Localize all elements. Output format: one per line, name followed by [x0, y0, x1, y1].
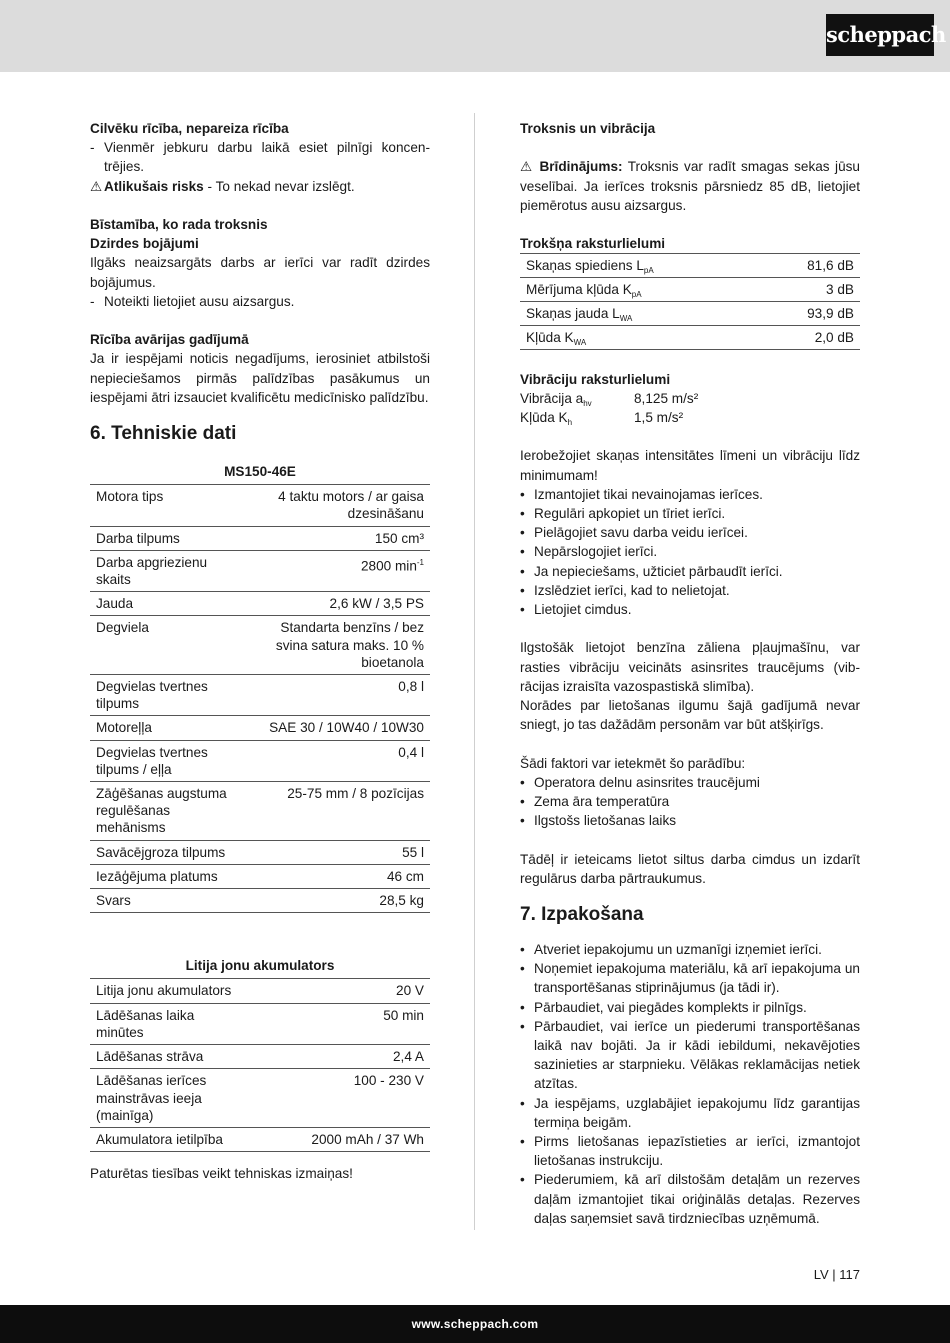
table-row [90, 616, 430, 675]
noise-char-title: Trokšņa raksturlielumi [520, 236, 666, 252]
warning-icon: ⚠ [520, 159, 533, 175]
row-value: 2800 $\min^{-1}$ [360, 557, 424, 574]
table-row [90, 716, 430, 740]
residual-risk: ⚠ Atlikušais risks - To nekad nevar izslēgt. [90, 177, 430, 196]
row-label: Skaņas jauda $L_{WA}$ [526, 306, 633, 324]
bullet-icon: • [520, 1134, 525, 1150]
bullet-icon: • [520, 1018, 525, 1034]
warning-icon: ⚠ [90, 178, 103, 194]
list-item: • Operatora delnu asinsrites traucējumi [520, 773, 860, 792]
list-item: • Zema āra temperatūra [520, 792, 860, 811]
section-6-title: 6. Tehniskie dati [90, 423, 237, 445]
row-label: Savācējgroza tilpums [96, 844, 226, 860]
row-label: Iezāģējuma platums [96, 868, 218, 884]
list-item: • Ja nepieciešams, užticiet pārbaudīt ierīci. [520, 562, 860, 581]
row-label: Kļūda $K_{WA}$ [526, 330, 587, 348]
bullet-icon: • [520, 942, 525, 957]
list-item: • Regulāri apkopiet un tīriet ierīci. [520, 504, 860, 523]
list-item: • Lietojiet cimdus. [520, 600, 860, 619]
right-column [520, 119, 860, 1228]
row-label: Motoreļļa [96, 720, 152, 736]
bullet-icon: • [520, 544, 525, 560]
row-value: 2,6 kW / 3,5 PS [329, 596, 424, 612]
noise-hazard-subtitle: Dzirdes bojājumi [90, 236, 199, 252]
battery-table [90, 953, 430, 1152]
page-number: LV | 117 [813, 1267, 860, 1282]
tech-data-table [90, 459, 430, 913]
list-item: • Izslēdziet ierīci, kad to nelietojat. [520, 581, 860, 600]
row-label: Mērījuma kļūda $K_{pA}$ [526, 282, 642, 300]
row-label: Darba tilpums [96, 530, 180, 546]
bullet-icon: • [520, 1095, 525, 1111]
row-value: SAE 30 / 10W40 / 10W30 [269, 720, 424, 736]
list-item: • Pārbaudiet, vai piegādes komplekts ir pilnīgs. [520, 998, 860, 1017]
row-label: Litija jonu akumulators [96, 983, 232, 999]
noise-hazard-title: Bīstamība, ko rada troksnis [90, 217, 268, 232]
table-row [90, 1003, 430, 1044]
table-row [520, 326, 860, 350]
header-bar [0, 0, 950, 72]
bullet-icon: • [520, 505, 525, 521]
row-label: Jauda [96, 596, 134, 612]
list-item: • Piederumiem, kā arī dilstošām detaļām un rezerves daļām izmantojiet tikai oriģinālās detaļas. Rezerves daļas saņemsiet savā tirdzniecības uzņēmumā. [520, 1172, 860, 1226]
vibration-title: Vibrāciju raksturlielumi [520, 371, 671, 387]
limit-list [520, 485, 860, 619]
row-label: Lādēšanas strāva [96, 1049, 204, 1065]
noise-table [520, 253, 860, 350]
row-value: 93,9 dB [807, 306, 854, 322]
footer-bar [0, 1305, 950, 1343]
bullet-icon: • [520, 813, 525, 829]
section-7-title: 7. Izpakošana [520, 904, 644, 925]
table-row [90, 485, 430, 526]
row-label: Skaņas spiediens $L_{pA}$ [526, 258, 654, 276]
row-label: Svars [96, 893, 131, 909]
vibration-values [520, 389, 860, 427]
table-row [90, 550, 430, 591]
bullet-icon: • [520, 602, 525, 617]
table-row [90, 740, 430, 781]
vibration-row: Kļūda $K_h$ 1,5 m/s² [520, 409, 684, 427]
factor-list [520, 773, 860, 831]
bullet-icon: • [520, 794, 525, 809]
list-item: • Pielāgojiet savu darba veidu ierīcei. [520, 523, 860, 542]
bullet-icon: • [520, 486, 525, 502]
table-row [90, 979, 430, 1003]
row-label: Lādēšanas ierīces mainstrāvas ieeja (mainīga) [96, 1073, 207, 1123]
vibration-row: Vibrācija $a_{hv}$ 8,125 m/s² [520, 390, 699, 408]
row-value: 3 dB [826, 282, 854, 298]
table-row [520, 278, 860, 302]
tech-table-caption: MS150-46E [224, 464, 296, 480]
row-label: Degvielas tvertnes tilpums [96, 679, 208, 712]
emergency-text: Ja ir iespējami noticis negadījums, ierosiniet atbilstoši nepieciešamos pirmās palīdzības pasākumus un iespējami ātri izsauciet kvalificētu medicīnisko palīdzību. [90, 351, 430, 405]
column-divider [474, 113, 475, 1230]
table-row [90, 1127, 430, 1151]
factors-intro: Šādi faktori var ietekmēt šo parādību: [520, 755, 746, 771]
list-item: - Noteikti lietojiet ausu aizsargus. [90, 293, 295, 309]
row-label: Motora tips [96, 489, 164, 505]
bullet-icon: • [520, 582, 525, 598]
row-value: 50 min [383, 1007, 424, 1023]
row-value: 81,6 dB [807, 258, 854, 274]
norades-text: Norādes par lietošanas ilgumu šajā gadījumā nevar sniegt, jo tas dažādām personām var būt atšķirīgs. [520, 698, 860, 733]
row-value: 0,8 l [398, 679, 424, 695]
row-value: 55 l [402, 844, 424, 860]
bullet-icon: • [520, 1172, 525, 1188]
row-label: Darba apgriezienu skaits [96, 554, 208, 588]
row-label: Degvielas tvertnes tilpums / eļļa [96, 744, 208, 777]
list-item: - Vienmēr jebkuru darbu laikā esiet pilnīgi koncentrējies. [90, 140, 430, 175]
list-item: • Noņemiet iepakojuma materiālu, kā arī iepakojuma un transportēšanas stiprinājumus (ja tādi ir). [520, 961, 860, 996]
left-column [90, 119, 430, 1183]
gloves-text: Tādēļ ir ieteicams lietot siltus darba cimdus un izdarīt regulārus darba pārtraukumus. [520, 851, 860, 886]
noise-hazard-text: Ilgāks neaizsargāts darbs ar ierīci var radīt dzirdes bojājumus. [90, 255, 430, 290]
battery-table-caption: Litija jonu akumulators [185, 958, 335, 974]
list-item: • Izmantojiet tikai nevainojamas ierīces. [520, 485, 860, 504]
row-value: 28,5 kg [379, 893, 424, 909]
list-item: • Pārbaudiet, vai ierīce un piederumi transportēšanas laikā nav bojāti. Ja ir kādi iebildumi, nekavējoties sazinieties ar starpnieku. Vēlākas reklamācijas netiek atzītas. [520, 1018, 860, 1092]
row-value: 2,0 dB [814, 330, 854, 346]
limit-intro: Ierobežojiet skaņas intensitātes līmeni un vibrāciju līdz minimumam! [520, 448, 860, 483]
bullet-icon: • [520, 961, 525, 977]
long-use-text: Ilgstošāk lietojot benzīna zāliena pļaujmašīnu, var rasties vibrāciju veicināts asinsrites traucējums (vibrācijas izraisīta vazospastiskā slimība). [520, 640, 860, 694]
list-item: • Atveriet iepakojumu un uzmanīgi izņemiet ierīci. [520, 940, 860, 959]
bullet-icon: • [520, 525, 525, 541]
row-label: Degviela [96, 620, 149, 636]
table-row [90, 1045, 430, 1069]
table-row [90, 592, 430, 616]
row-label: Akumulatora ietilpība [96, 1131, 223, 1147]
unpack-list [520, 940, 860, 1228]
row-value: 0,4 l [398, 744, 424, 760]
table-row [520, 254, 860, 278]
emergency-title: Rīcība avārijas gadījumā [90, 332, 249, 348]
row-value: 25-75 mm / 8 pozīcijas [287, 786, 424, 802]
table-row [90, 1069, 430, 1128]
list-item: • Pirms lietošanas iepazīstieties ar ierīci, izmantojot lietošanas instrukciju. [520, 1134, 860, 1169]
website-link[interactable]: www.scheppach.com [411, 1317, 539, 1331]
scheppach-logo: scheppach [826, 14, 934, 56]
list-item: • Ilgstošs lietošanas laiks [520, 811, 860, 830]
table-row [90, 889, 430, 913]
noise-warning: ⚠ Brīdinājums: Troksnis var radīt smagas sekas jūsu veselībai. Ja ierīces troksnis pārsniedz 85 dB, lietojiet piemērotus ausu aizsargus. [520, 159, 860, 213]
bullet-icon: • [520, 563, 525, 579]
human-behaviour-title: Cilvēku rīcība, nepareiza rīcība [90, 121, 289, 136]
noise-vibration-title: Troksnis un vibrācija [520, 121, 656, 136]
table-row [90, 675, 430, 716]
bullet-icon: • [520, 999, 525, 1015]
table-row [90, 840, 430, 864]
table-row [90, 782, 430, 841]
table-row [90, 526, 430, 550]
list-item: • Ja iespējams, uzglabājiet iepakojumu līdz garantijas termiņa beigām. [520, 1095, 860, 1130]
row-value: 20 V [396, 983, 424, 999]
row-value: 46 cm [386, 868, 424, 884]
row-label: Lādēšanas laika minūtes [96, 1007, 195, 1040]
bullet-icon: • [520, 774, 525, 790]
row-value: Standarta benzīns / bez svina satura maks. 10 % bioetanola [275, 620, 424, 670]
row-value: 150 cm³ [374, 530, 424, 546]
list-item: • Nepārslogojiet ierīci. [520, 542, 860, 561]
table-row [520, 302, 860, 326]
row-value: 2000 mAh / 37 Wh [311, 1131, 424, 1147]
row-label: Zāģēšanas augstuma regulēšanas mehānisms [96, 786, 227, 836]
row-value: 2,4 A [393, 1049, 424, 1065]
rights-note: Paturētas tiesības veikt tehniskas izmaiņas! [90, 1166, 353, 1182]
row-value: 100 - 230 V [353, 1073, 424, 1089]
table-row [90, 864, 430, 888]
row-value: 4 taktu motors / ar gaisa dzesināšanu [278, 489, 424, 522]
